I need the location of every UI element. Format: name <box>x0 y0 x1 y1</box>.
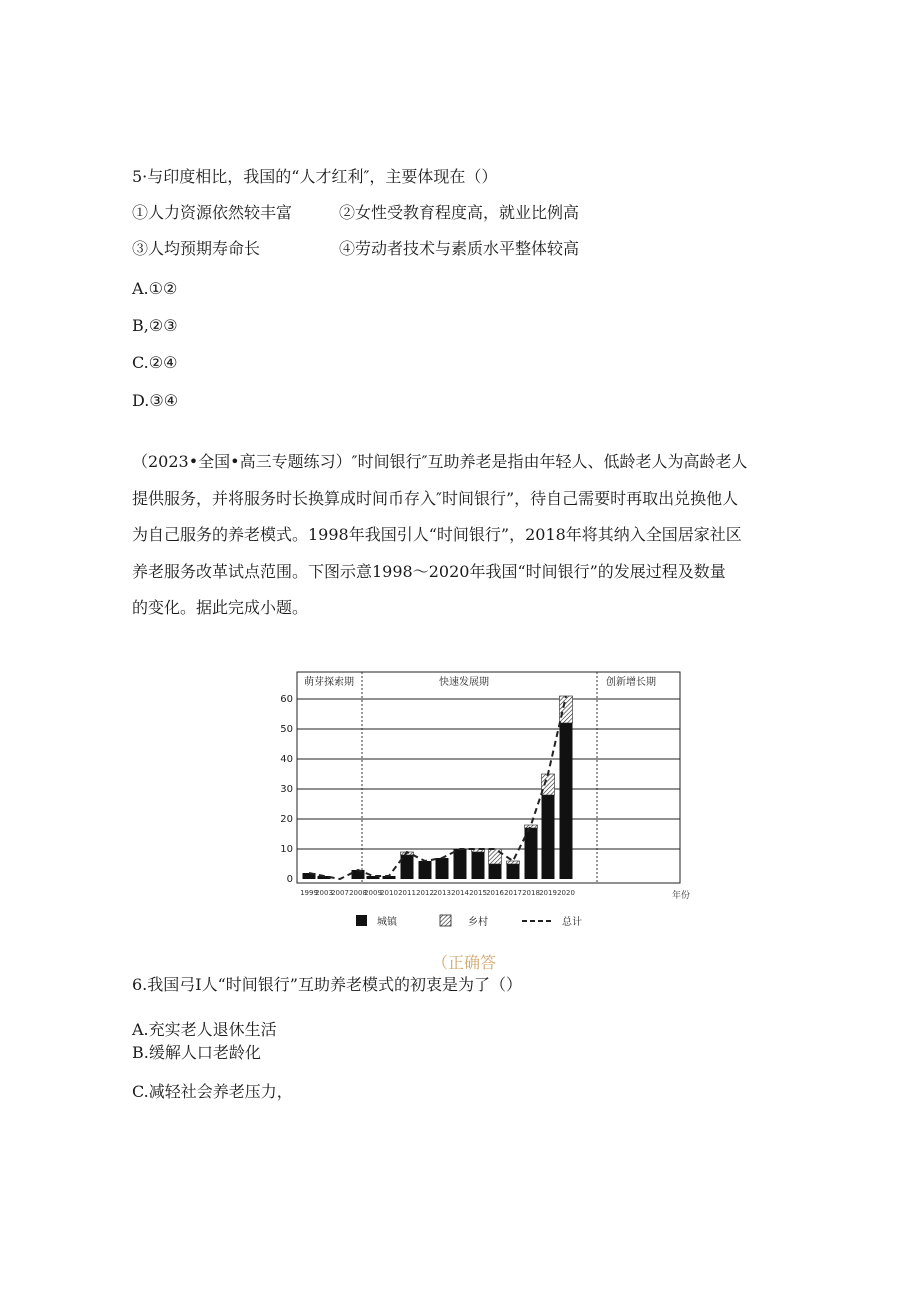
bar-rural <box>525 825 538 828</box>
passage-line: 提供服务，并将服务时长换算成时间币存入″时间银行”，待自己需要时再取出兑换他人 <box>132 488 739 508</box>
x-tick-label: 2016 <box>486 889 504 897</box>
q5-statement-1: ①人力资源依然较丰富 <box>132 203 293 222</box>
x-tick-label: 2003 <box>315 889 333 897</box>
x-tick-label: 1999 <box>300 889 318 897</box>
q6-option-c[interactable]: C.减轻社会养老压力， <box>132 1082 293 1101</box>
legend-label-rural: 乡村 <box>468 917 488 928</box>
x-tick-label: 2013 <box>433 889 451 897</box>
q5-option-d[interactable]: D.③④ <box>132 391 179 410</box>
y-tick-label: 10 <box>280 844 293 855</box>
legend <box>356 915 582 928</box>
legend-swatch-urban <box>356 915 367 926</box>
x-tick-label: 2012 <box>416 889 434 897</box>
bar-urban <box>454 849 467 879</box>
passage-line: 为自己服务的养老模式。1998年我国引人“时间银行”，2018年将其纳入全国居家社区 <box>132 525 742 544</box>
passage-line: 的变化。据此完成小题。 <box>132 598 309 617</box>
bars <box>303 696 573 879</box>
x-tick-label: 2010 <box>380 889 398 897</box>
x-tick-label: 2008 <box>349 889 367 897</box>
passage <box>132 444 792 627</box>
q5-stem: 5·与印度相比，我国的“人才红利″，主要体现在（） <box>132 167 498 186</box>
q6-option-b[interactable]: B.缓解人口老龄化 <box>132 1043 261 1062</box>
bar-urban <box>525 828 538 879</box>
q6-option-a[interactable]: A.充实老人退休生活 <box>132 1020 277 1039</box>
bar-urban <box>352 870 365 879</box>
phase-label: 快速发展期 <box>439 677 489 688</box>
y-tick-labels <box>280 694 293 885</box>
y-tick-label: 50 <box>280 724 293 735</box>
q5-option-c[interactable]: C.②④ <box>132 353 178 372</box>
bar-urban <box>542 795 555 879</box>
x-tick-label: 2019 <box>539 889 557 897</box>
passage-line: （2023•全国•高三专题练习）″时间银行″互助养老是指由年轻人、低龄老人为高龄老人 <box>132 452 748 471</box>
x-tick-label: 2015 <box>469 889 487 897</box>
q6-stem: 6.我国弓I人“时间银行”互助养老模式的初衷是为了（） <box>132 975 522 994</box>
x-tick-label: 2014 <box>451 889 469 897</box>
x-tick-labels <box>300 889 575 897</box>
phase-label: 创新增长期 <box>606 677 656 688</box>
bar-urban <box>419 861 432 879</box>
y-tick-label: 60 <box>280 694 293 705</box>
bar-rural <box>507 861 520 864</box>
x-tick-label: 2011 <box>398 889 416 897</box>
q5-statement-3: ③人均预期寿命长 <box>132 239 261 258</box>
legend-swatch-rural <box>440 915 451 926</box>
legend-label-urban: 城镇 <box>377 917 397 928</box>
bar-rural <box>560 696 573 723</box>
bar-urban <box>560 723 573 879</box>
x-tick-label: 2007 <box>331 889 349 897</box>
y-tick-label: 40 <box>280 754 293 765</box>
legend-label-total: 总计 <box>562 917 582 928</box>
phase-label: 萌芽探索期 <box>304 677 354 688</box>
grid-lines <box>297 699 680 849</box>
bar-urban <box>436 858 449 879</box>
q5-option-a[interactable]: A.①② <box>132 279 178 298</box>
y-tick-label: 30 <box>280 784 293 795</box>
y-tick-label: 0 <box>286 874 293 885</box>
answer-watermark: （正确答 <box>432 953 497 972</box>
x-tick-label: 2009 <box>364 889 382 897</box>
x-tick-label: 2017 <box>504 889 522 897</box>
q5-statement-4: ④劳动者技术与素质水平整体较高 <box>339 239 580 258</box>
q5-option-b[interactable]: B,②③ <box>132 316 178 335</box>
passage-line: 养老服务改革试点范围。下图示意1998～2020年我国“时间银行”的发展过程及数量 <box>132 561 726 581</box>
bar-urban <box>489 864 502 879</box>
phase-labels <box>304 675 656 688</box>
x-axis-label: 年份 <box>672 891 691 901</box>
bar-urban <box>507 864 520 879</box>
q5-statement-2: ②女性受教育程度高，就业比例高 <box>339 203 580 222</box>
x-tick-label: 2018 <box>522 889 540 897</box>
bar-urban <box>472 852 485 879</box>
time-bank-chart <box>280 662 692 940</box>
x-tick-label: 2020 <box>557 889 575 897</box>
y-tick-label: 20 <box>280 814 293 825</box>
